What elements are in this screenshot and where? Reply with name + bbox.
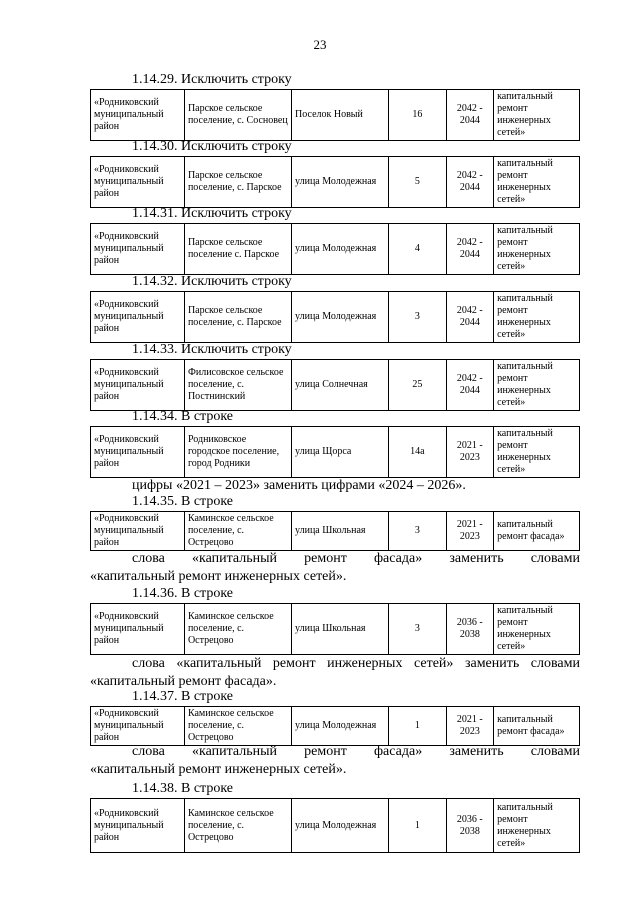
amendment-heading: 1.14.33. Исключить строку <box>132 342 292 357</box>
cell-settlement: Каминское сельское поселение, с. Острецово <box>184 604 291 655</box>
amendment-heading: 1.14.32. Исключить строку <box>132 274 292 289</box>
cell-period: 2042 - 2044 <box>446 157 493 208</box>
amendment-1-14-32 <box>90 274 580 343</box>
cell-house-number: 4 <box>389 224 447 275</box>
cell-period: 2042 - 2044 <box>446 360 493 411</box>
cell-work-type: капитальный ремонт фасада» <box>494 707 580 746</box>
cell-district: «Родниковский муниципальный район <box>91 157 185 208</box>
cell-house-number: 5 <box>389 157 447 208</box>
cell-house-number: 1 <box>389 799 447 853</box>
cell-street: улица Школьная <box>292 604 389 655</box>
cell-house-number: 3 <box>389 292 447 343</box>
amendment-table-row <box>90 603 580 655</box>
amendment-heading: 1.14.34. В строке <box>132 409 234 424</box>
amendment-1-14-30 <box>90 139 580 208</box>
amendment-table-row <box>90 706 580 746</box>
amendment-heading: 1.14.35. В строке <box>132 494 234 509</box>
cell-district: «Родниковский муниципальный район <box>91 224 185 275</box>
cell-district: «Родниковский муниципальный район <box>91 292 185 343</box>
cell-district: «Родниковский муниципальный район <box>91 427 185 478</box>
cell-work-type: капитальный ремонт инженерных сетей» <box>494 224 580 275</box>
paragraph-replace-words-1b: «капитальный ремонт инженерных сетей». <box>90 569 347 584</box>
amendment-table-row <box>90 89 580 141</box>
cell-district: «Родниковский муниципальный район <box>91 360 185 411</box>
paragraph-replace-words-2a: слова «капитальный ремонт инженерных сетей» заменить словами <box>132 656 580 671</box>
cell-work-type: капитальный ремонт инженерных сетей» <box>494 90 580 141</box>
cell-street: улица Молодежная <box>292 224 389 275</box>
cell-house-number: 1 <box>389 707 447 746</box>
amendment-1-14-38 <box>90 781 580 853</box>
cell-district: «Родниковский муниципальный район <box>91 604 185 655</box>
cell-settlement: Парское сельское поселение, с. Сосновец <box>184 90 291 141</box>
cell-house-number: 25 <box>389 360 447 411</box>
amendment-table-row <box>90 511 580 551</box>
amendment-heading: 1.14.37. В строке <box>132 689 234 704</box>
cell-work-type: капитальный ремонт инженерных сетей» <box>494 157 580 208</box>
cell-district: «Родниковский муниципальный район <box>91 90 185 141</box>
cell-period: 2036 - 2038 <box>446 604 493 655</box>
cell-period: 2021 - 2023 <box>446 427 493 478</box>
amendment-table-row <box>90 291 580 343</box>
cell-house-number: 3 <box>389 512 447 551</box>
cell-settlement: Парское сельское поселение, с. Парское <box>184 292 291 343</box>
cell-work-type: капитальный ремонт инженерных сетей» <box>494 799 580 853</box>
cell-work-type: капитальный ремонт инженерных сетей» <box>494 604 580 655</box>
cell-period: 2021 - 2023 <box>446 707 493 746</box>
amendment-table-row <box>90 798 580 853</box>
amendment-1-14-36 <box>90 586 580 655</box>
amendment-1-14-29 <box>90 72 580 141</box>
amendment-table-row <box>90 426 580 478</box>
cell-house-number: 16 <box>389 90 447 141</box>
amendment-1-14-33 <box>90 342 580 411</box>
amendment-heading: 1.14.38. В строке <box>132 781 234 796</box>
amendment-1-14-35 <box>90 494 580 551</box>
cell-district: «Родниковский муниципальный район <box>91 799 185 853</box>
cell-house-number: 14а <box>389 427 447 478</box>
amendment-1-14-31 <box>90 206 580 275</box>
cell-street: улица Щорса <box>292 427 389 478</box>
cell-street: улица Молодежная <box>292 292 389 343</box>
cell-settlement: Каминское сельское поселение, с. Острецово <box>184 799 291 853</box>
amendment-1-14-37 <box>90 689 580 746</box>
amendment-heading: 1.14.30. Исключить строку <box>132 139 292 154</box>
cell-work-type: капитальный ремонт фасада» <box>494 512 580 551</box>
amendment-heading: 1.14.31. Исключить строку <box>132 206 292 221</box>
cell-period: 2036 - 2038 <box>446 799 493 853</box>
cell-street: улица Солнечная <box>292 360 389 411</box>
paragraph-replace-years: цифры «2021 – 2023» заменить цифрами «2024 – 2026». <box>132 478 466 493</box>
cell-district: «Родниковский муниципальный район <box>91 707 185 746</box>
paragraph-replace-words-3b: «капитальный ремонт инженерных сетей». <box>90 762 347 777</box>
cell-settlement: Филисовское сельское поселение, с. Постнинский <box>184 360 291 411</box>
page-number: 23 <box>313 37 327 52</box>
paragraph-replace-words-2b: «капитальный ремонт фасада». <box>90 674 277 689</box>
cell-settlement: Парское сельское поселение с. Парское <box>184 224 291 275</box>
amendment-table-row <box>90 359 580 411</box>
cell-street: улица Молодежная <box>292 707 389 746</box>
cell-settlement: Парское сельское поселение, с. Парское <box>184 157 291 208</box>
cell-period: 2042 - 2044 <box>446 224 493 275</box>
cell-work-type: капитальный ремонт инженерных сетей» <box>494 292 580 343</box>
cell-period: 2042 - 2044 <box>446 90 493 141</box>
cell-settlement: Каминское сельское поселение, с. Острецово <box>184 707 291 746</box>
cell-work-type: капитальный ремонт инженерных сетей» <box>494 427 580 478</box>
amendment-heading: 1.14.29. Исключить строку <box>132 72 292 87</box>
paragraph-replace-words-3a: слова «капитальный ремонт фасада» заменить словами <box>132 744 580 759</box>
cell-street: улица Молодежная <box>292 157 389 208</box>
cell-period: 2042 - 2044 <box>446 292 493 343</box>
amendment-table-row <box>90 156 580 208</box>
amendment-1-14-34 <box>90 409 580 478</box>
amendment-table-row <box>90 223 580 275</box>
cell-street: улица Школьная <box>292 512 389 551</box>
cell-period: 2021 - 2023 <box>446 512 493 551</box>
cell-settlement: Каминское сельское поселение, с. Острецово <box>184 512 291 551</box>
cell-settlement: Родниковское городское поселение, город Родники <box>184 427 291 478</box>
cell-street: Поселок Новый <box>292 90 389 141</box>
amendment-heading: 1.14.36. В строке <box>132 586 234 601</box>
cell-district: «Родниковский муниципальный район <box>91 512 185 551</box>
cell-street: улица Молодежная <box>292 799 389 853</box>
cell-work-type: капитальный ремонт инженерных сетей» <box>494 360 580 411</box>
paragraph-replace-words-1a: слова «капитальный ремонт фасада» заменить словами <box>132 551 580 566</box>
cell-house-number: 3 <box>389 604 447 655</box>
